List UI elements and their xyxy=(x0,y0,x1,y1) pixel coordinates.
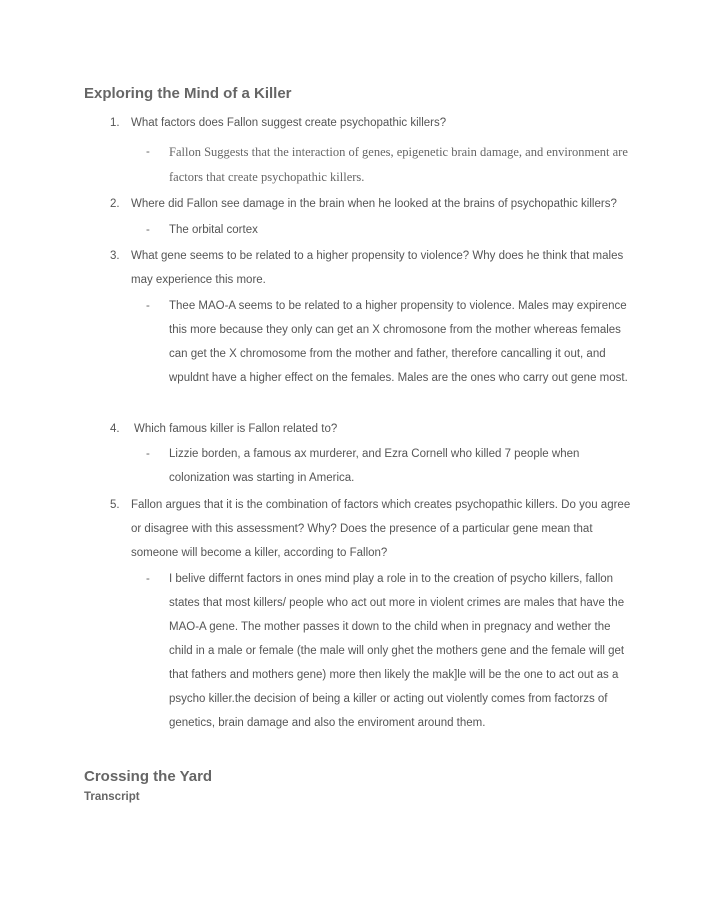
bullet-dash: - xyxy=(146,300,150,312)
question-text: What factors does Fallon suggest create psychopathic killers? xyxy=(131,117,447,129)
bullet-dash: - xyxy=(146,224,150,236)
question-text: Which famous killer is Fallon related to? xyxy=(134,423,338,435)
bullet-dash: - xyxy=(146,146,150,158)
bullet-dash: - xyxy=(146,448,150,460)
answer-text: Thee MAO-A seems to be related to a higher propensity to violence. Males may expirence this more because they only can get an X chromosone from the mother whereas females can get the X chromosome from the mother and father, therefore cancalling it out, and wpuldnt have a higher effect on the females. Males are the ones who carry out gene most. xyxy=(169,300,628,384)
section-title: Exploring the Mind of a Killer xyxy=(84,85,292,102)
answer-text: Lizzie borden, a famous ax murderer, and Ezra Cornell who killed 7 people when colonization was starting in America. xyxy=(169,448,580,484)
question-number: 4. xyxy=(110,423,120,435)
question-number: 5. xyxy=(110,499,120,511)
answer-text: The orbital cortex xyxy=(169,224,258,236)
question-number: 2. xyxy=(110,198,120,210)
question-text: Where did Fallon see damage in the brain when he looked at the brains of psychopathic killers? xyxy=(131,198,617,210)
answer-text: Fallon Suggests that the interaction of genes, epigenetic brain damage, and environment are factors that create psychopathic killers. xyxy=(169,145,628,184)
question-number: 3. xyxy=(110,250,120,262)
question-text: What gene seems to be related to a higher propensity to violence? Why does he think that males may experience this more. xyxy=(131,250,624,286)
section-title: Crossing the Yard xyxy=(84,768,213,785)
answer-text: I belive differnt factors in ones mind play a role in to the creation of psycho killers, fallon states that most killers/ people who act out more in violent crimes are males that have the MAO-A gene. The mother passes it down to the child when in pregnacy and wether the child in a male or female (the male will only ghet the mothers gene and the female will get that fathers and mothers gene) more then likely the mak]le will be the one to act out as a psycho killer.the decision of being a killer or acting out violently comes from factorzs of genetics, brain damage and also the enviroment around them. xyxy=(169,573,625,729)
question-text: Fallon argues that it is the combination of factors which creates psychopathic killers. Do you agree or disagree with this assessment? Why? Does the presence of a particular gene mean that someone will become a killer, according to Fallon? xyxy=(131,499,631,559)
question-number: 1. xyxy=(110,117,120,129)
bullet-dash: - xyxy=(146,573,150,585)
section-subtitle: Transcript xyxy=(84,791,140,803)
